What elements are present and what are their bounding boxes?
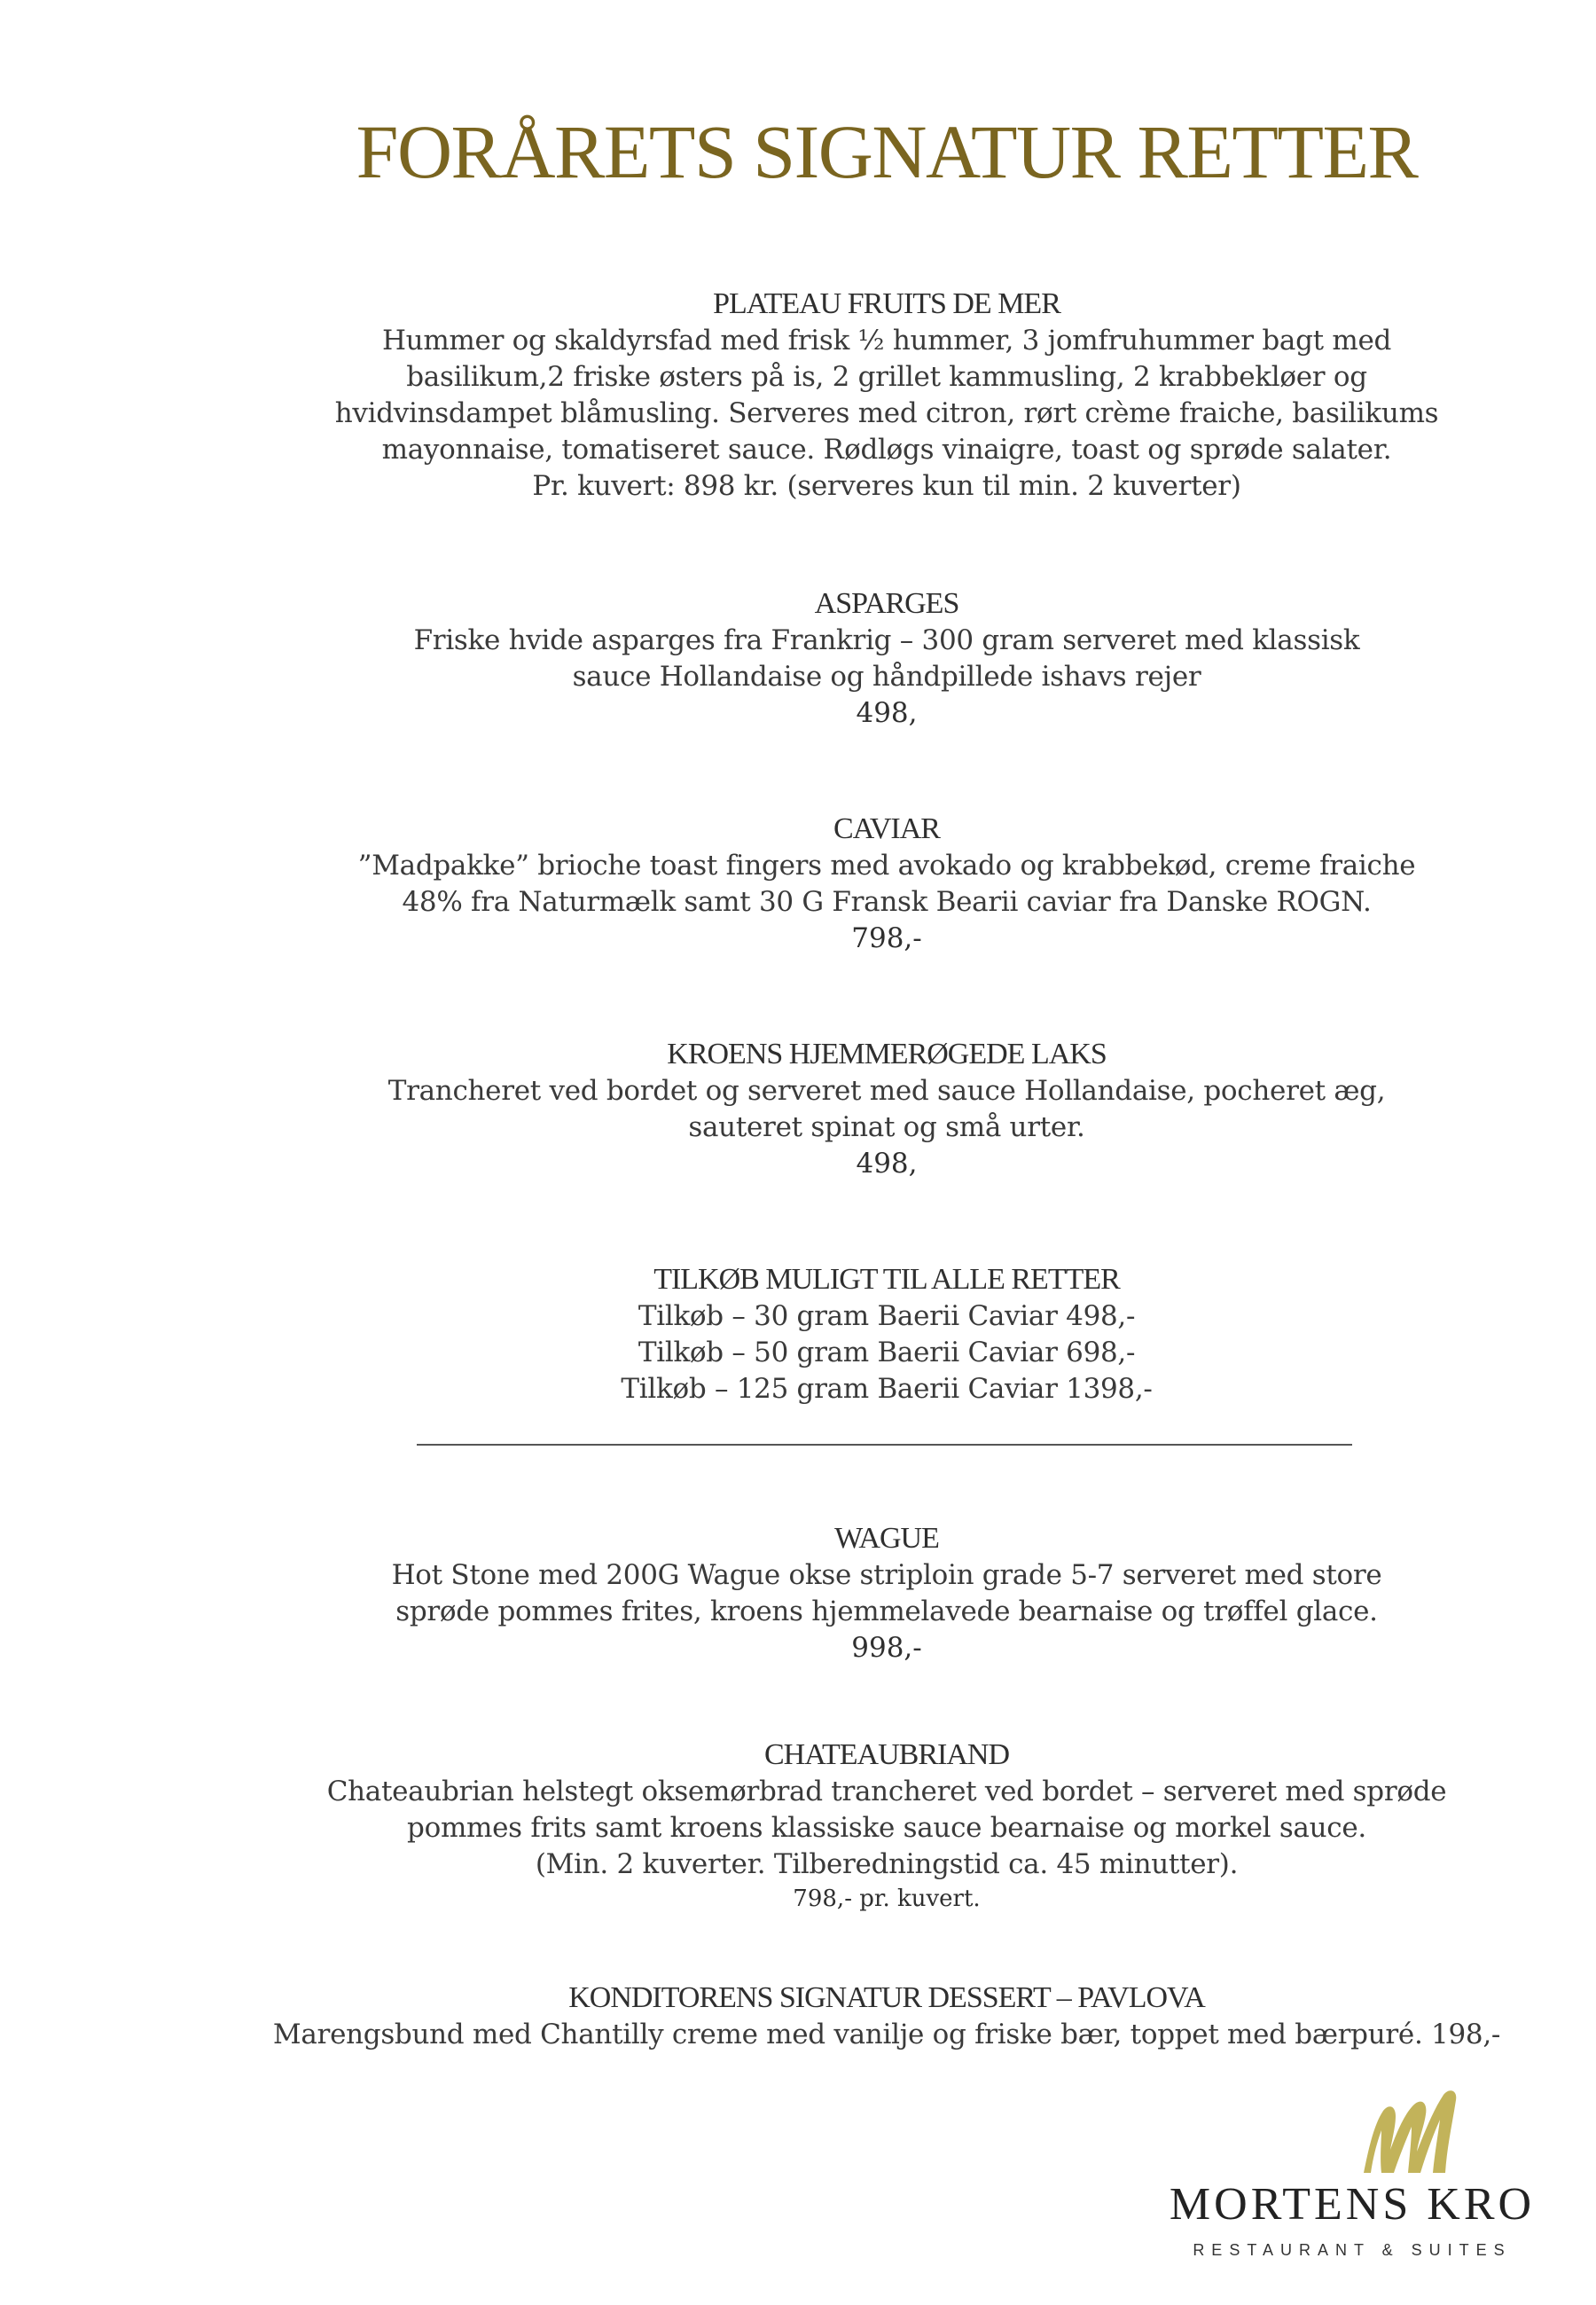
menu-section-pavlova xyxy=(0,1980,1596,2053)
dish-description-line: Hot Stone med 200G Wague okse striploin grade 5-7 serveret med store xyxy=(391,1559,1382,1591)
dish-description-line: Friske hvide asparges fra Frankrig – 300 gram serveret med klassisk xyxy=(413,624,1360,656)
dish-title: WAGUE xyxy=(834,1522,939,1555)
addon-line: Tilkøb – 50 gram Baerii Caviar 698,- xyxy=(638,1337,1136,1368)
dish-description-line: Pr. kuvert: 898 kr. (serveres kun til min. 2 kuverter) xyxy=(532,470,1241,502)
dish-title: CAVIAR xyxy=(833,812,940,845)
title-block xyxy=(0,109,1596,194)
dish-description-line: sauteret spinat og små urter. xyxy=(688,1111,1085,1143)
mortens-kro-logo xyxy=(1153,2084,1552,2262)
dish-title: ASPARGES xyxy=(814,587,959,620)
menu-section-asparges xyxy=(0,585,1596,732)
dish-description-line: Chateaubrian helstegt oksemørbrad trancheret ved bordet – serveret med sprøde xyxy=(326,1776,1447,1807)
menu-section-laks xyxy=(0,1036,1596,1182)
dish-price: 798,- xyxy=(851,922,922,954)
dish-price: 798,- pr. kuvert. xyxy=(793,1886,981,1912)
section-divider xyxy=(417,1444,1352,1446)
dish-price: 998,- xyxy=(851,1632,922,1664)
dish-title: CHATEAUBRIAND xyxy=(764,1738,1009,1771)
menu-section-tilkob xyxy=(0,1261,1596,1407)
dish-description-line: mayonnaise, tomatiseret sauce. Rødløgs vinaigre, toast og sprøde salater. xyxy=(381,434,1392,466)
dish-description-line: hvidvinsdampet blåmusling. Serveres med citron, rørt crème fraiche, basilikums xyxy=(334,397,1439,429)
dish-description-line: basilikum,2 friske østers på is, 2 grillet kammusling, 2 krabbekløer og xyxy=(406,361,1367,393)
dish-title: PLATEAU FRUITS DE MER xyxy=(713,287,1060,320)
logo-tagline: RESTAURANT & SUITES xyxy=(1193,2241,1512,2259)
dish-description-line: ”Madpakke” brioche toast fingers med avokado og krabbekød, creme fraiche xyxy=(357,850,1416,882)
dish-price: 498, xyxy=(856,697,918,729)
menu-section-chateaubriand xyxy=(0,1737,1596,1915)
dish-description-line: sprøde pommes frites, kroens hjemmelavede bearnaise og trøffel glace. xyxy=(395,1595,1378,1627)
menu-section-caviar xyxy=(0,811,1596,957)
menu-section-wague xyxy=(0,1520,1596,1666)
menu-section-plateau xyxy=(0,286,1596,505)
addon-line: Tilkøb – 125 gram Baerii Caviar 1398,- xyxy=(621,1373,1153,1405)
addon-line: Tilkøb – 30 gram Baerii Caviar 498,- xyxy=(638,1300,1136,1332)
page-title: FORÅRETS SIGNATUR RETTER xyxy=(356,109,1418,194)
dish-price: 498, xyxy=(856,1148,918,1180)
dish-description-line: Marengsbund med Chantilly creme med vanilje og friske bær, toppet med bærpuré. 198,- xyxy=(272,2019,1501,2050)
dish-title: TILKØB MULIGT TIL ALLE RETTER xyxy=(653,1263,1120,1296)
dish-description-line: Hummer og skaldyrsfad med frisk ½ hummer, 3 jomfruhummer bagt med xyxy=(381,325,1392,357)
dish-title: KONDITORENS SIGNATUR DESSERT – PAVLOVA xyxy=(568,1981,1205,2014)
logo-name: MORTENS KRO xyxy=(1169,2179,1536,2230)
dish-title: KROENS HJEMMERØGEDE LAKS xyxy=(667,1038,1107,1070)
m-monogram-icon xyxy=(1357,2084,1463,2182)
dish-description-line: (Min. 2 kuverter. Tilberedningstid ca. 45 minutter). xyxy=(535,1848,1239,1880)
dish-description-line: 48% fra Naturmælk samt 30 G Fransk Bearii caviar fra Danske ROGN. xyxy=(402,886,1372,918)
dish-description-line: pommes frits samt kroens klassiske sauce bearnaise og morkel sauce. xyxy=(407,1812,1366,1844)
dish-description-line: sauce Hollandaise og håndpillede ishavs rejer xyxy=(572,661,1201,693)
dish-description-line: Trancheret ved bordet og serveret med sauce Hollandaise, pocheret æg, xyxy=(387,1075,1386,1107)
